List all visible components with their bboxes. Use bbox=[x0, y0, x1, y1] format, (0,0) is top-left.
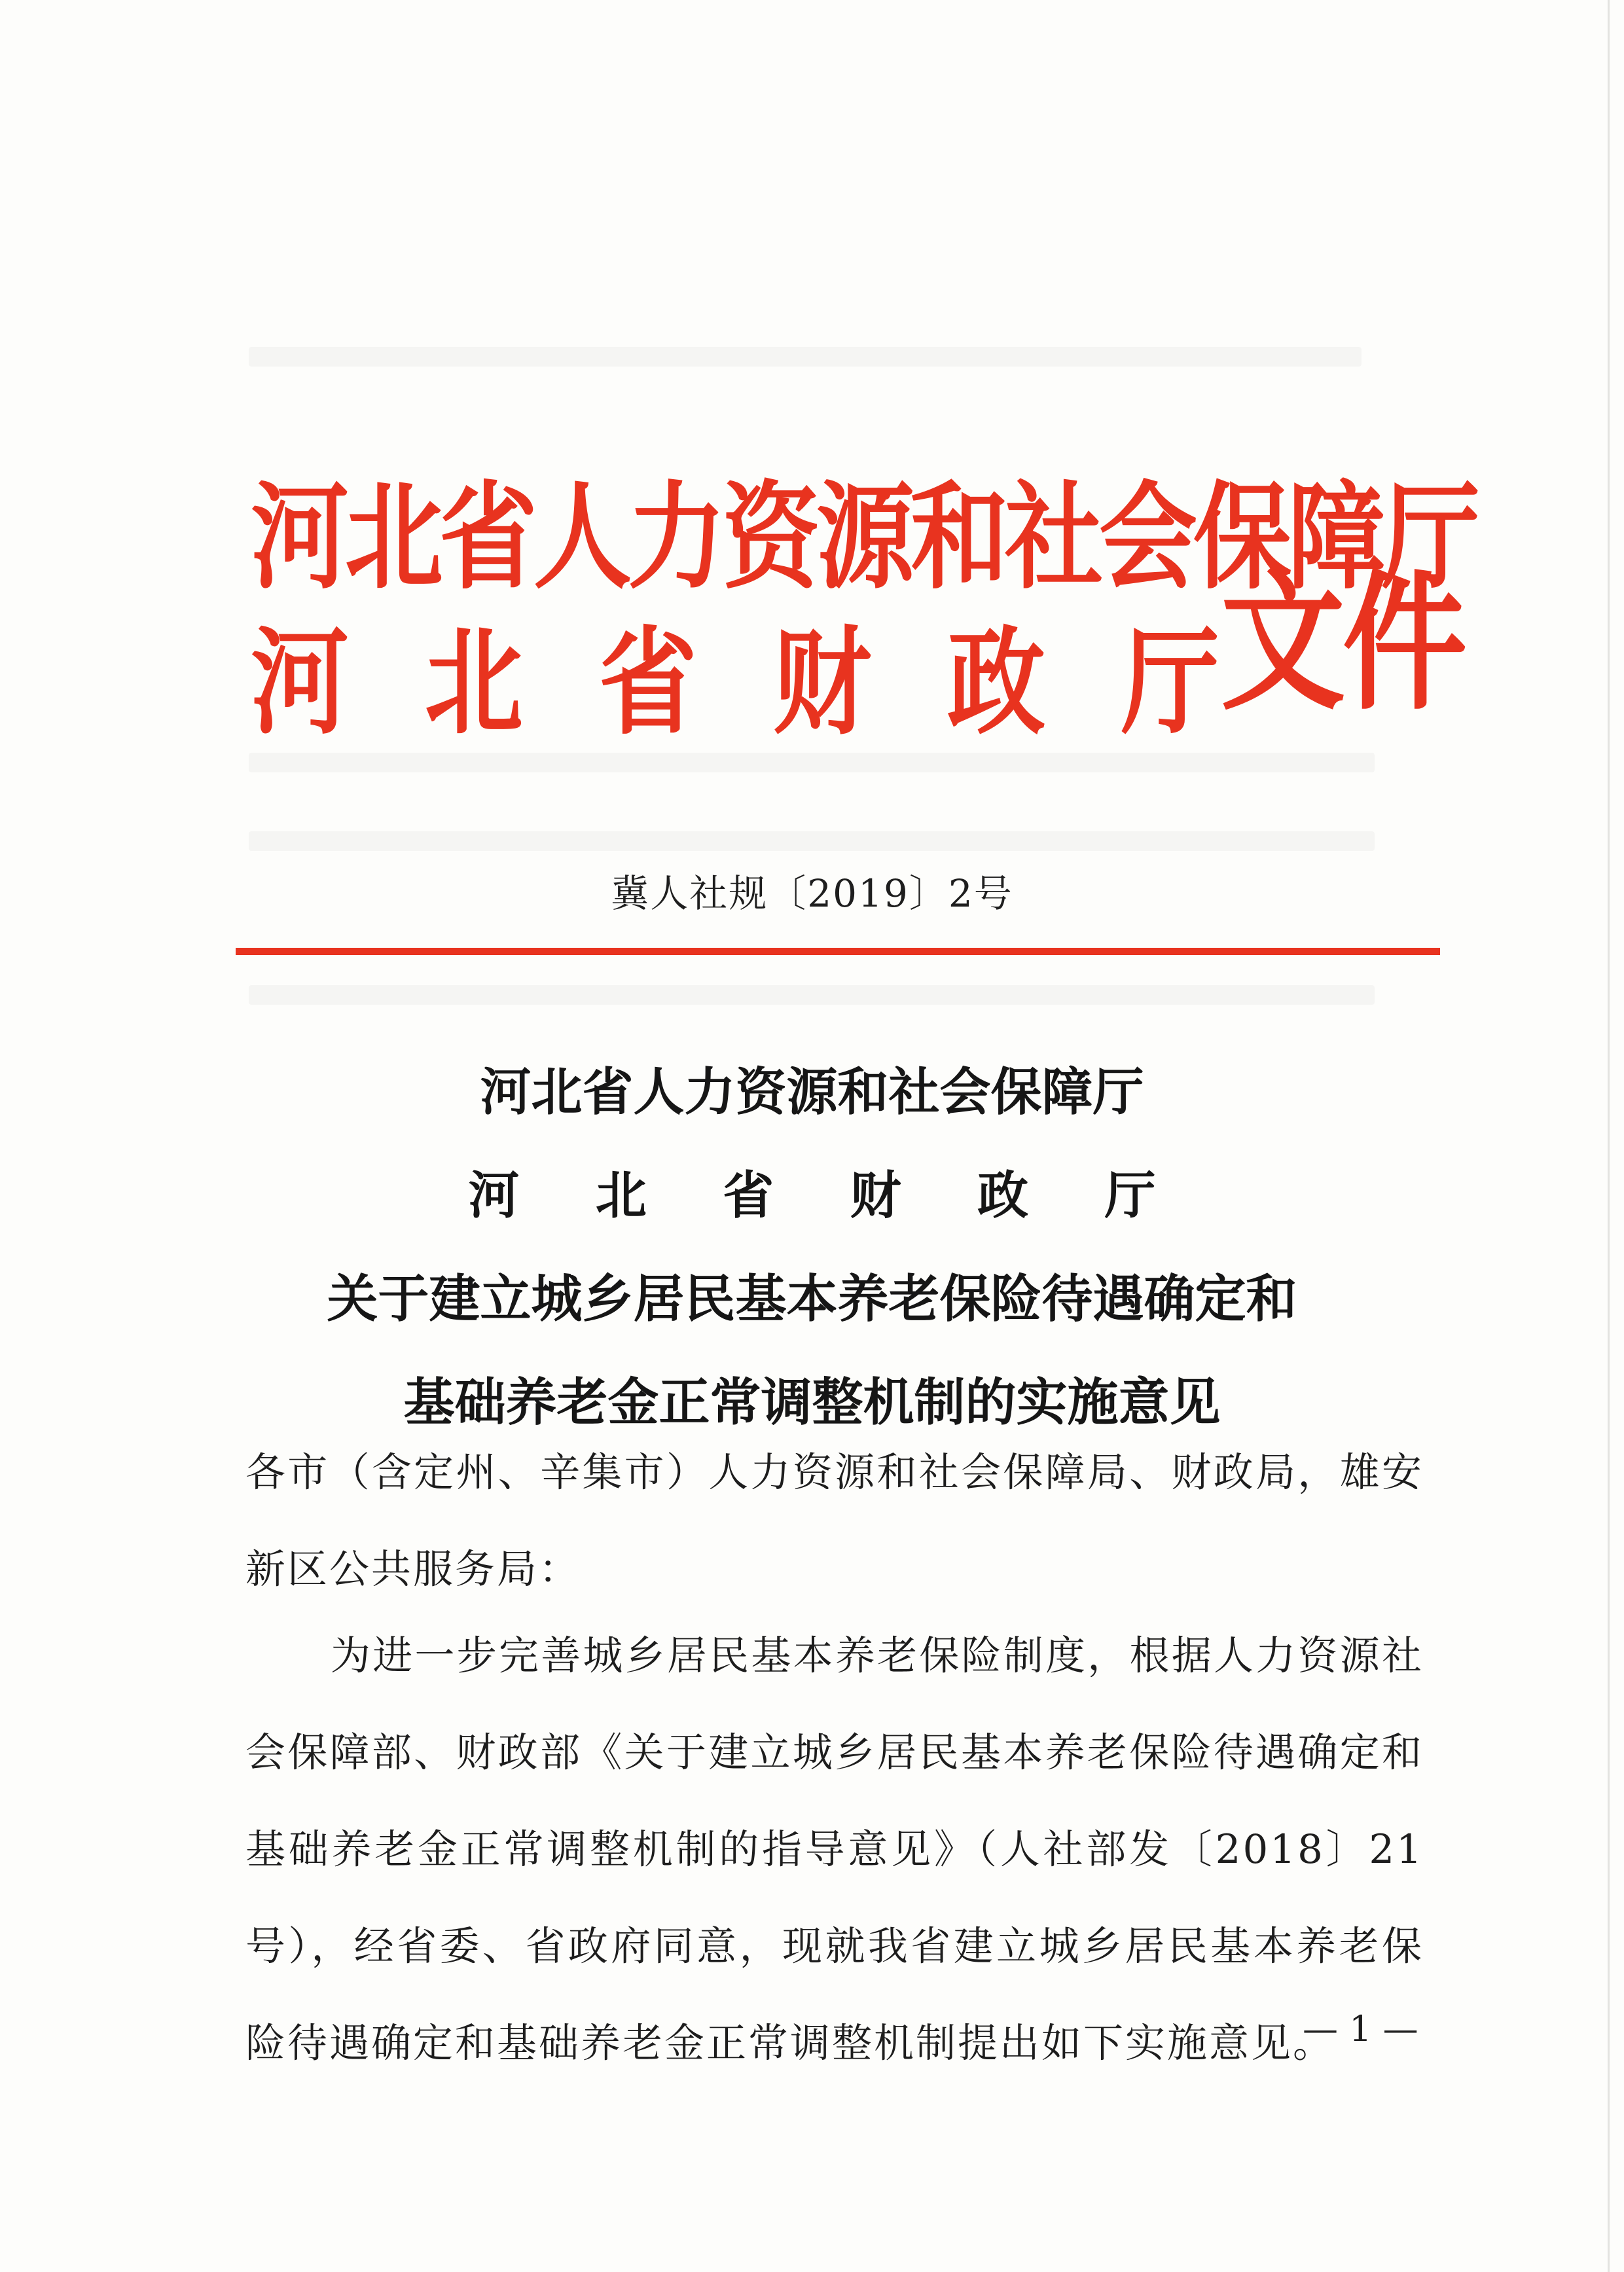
page-number: — 1 — bbox=[1303, 2008, 1418, 2049]
letterhead-org-2-char: 北 bbox=[424, 616, 523, 751]
letterhead-file-word: 文件 bbox=[1221, 556, 1465, 730]
title-line-2 bbox=[0, 1144, 1624, 1248]
title-line-4: 基础养老金正常调整机制的实施意见 bbox=[403, 1373, 1221, 1432]
title-line-2-char: 河 bbox=[468, 1166, 520, 1225]
title-line-2-char: 厅 bbox=[1104, 1166, 1156, 1225]
bleed-through-mark bbox=[249, 831, 1375, 851]
bleed-through-mark bbox=[249, 347, 1362, 367]
letterhead-org-1: 河北省人力资源和社会保障厅 bbox=[251, 471, 1477, 605]
letterhead-org-2-char: 省 bbox=[598, 616, 697, 751]
document-number: 冀人社规〔2019〕2号 bbox=[611, 871, 1013, 916]
letterhead-org-2 bbox=[251, 589, 1219, 756]
title-line-2-char: 政 bbox=[977, 1166, 1029, 1225]
document-title bbox=[0, 1041, 1624, 1454]
title-line-1: 河北省人力资源和社会保障厅 bbox=[480, 1062, 1144, 1122]
red-separator-rule bbox=[236, 948, 1440, 955]
letterhead-org-2-char: 河 bbox=[251, 616, 350, 751]
bleed-through-mark bbox=[249, 985, 1375, 1005]
title-line-3: 关于建立城乡居民基本养老保险待遇确定和 bbox=[327, 1269, 1297, 1329]
title-line-2-char: 省 bbox=[723, 1166, 774, 1225]
addressee: 各市（含定州、辛集市）人力资源和社会保障局、财政局，雄安新区公共服务局： bbox=[245, 1449, 1424, 1593]
title-line-2-char: 财 bbox=[850, 1166, 901, 1225]
body-paragraph-1: 为进一步完善城乡居民基本养老保险制度，根据人力资源社会保障部、财政部《关于建立城乡居民基本养老保险待遇确定和基础养老金正常调整机制的指导意见》（人社部发〔2018〕21号），经省委、省政府同意，现就我省建立城乡居民基本养老保险待遇确定和基础养老金正常调整机制提出如下实施意见。 bbox=[245, 1632, 1424, 2066]
letterhead-org-2-char: 政 bbox=[947, 616, 1045, 751]
letterhead-org-2-char: 财 bbox=[772, 616, 871, 751]
letterhead-org-2-char: 厅 bbox=[1121, 616, 1219, 751]
title-line-2-char: 北 bbox=[595, 1166, 647, 1225]
